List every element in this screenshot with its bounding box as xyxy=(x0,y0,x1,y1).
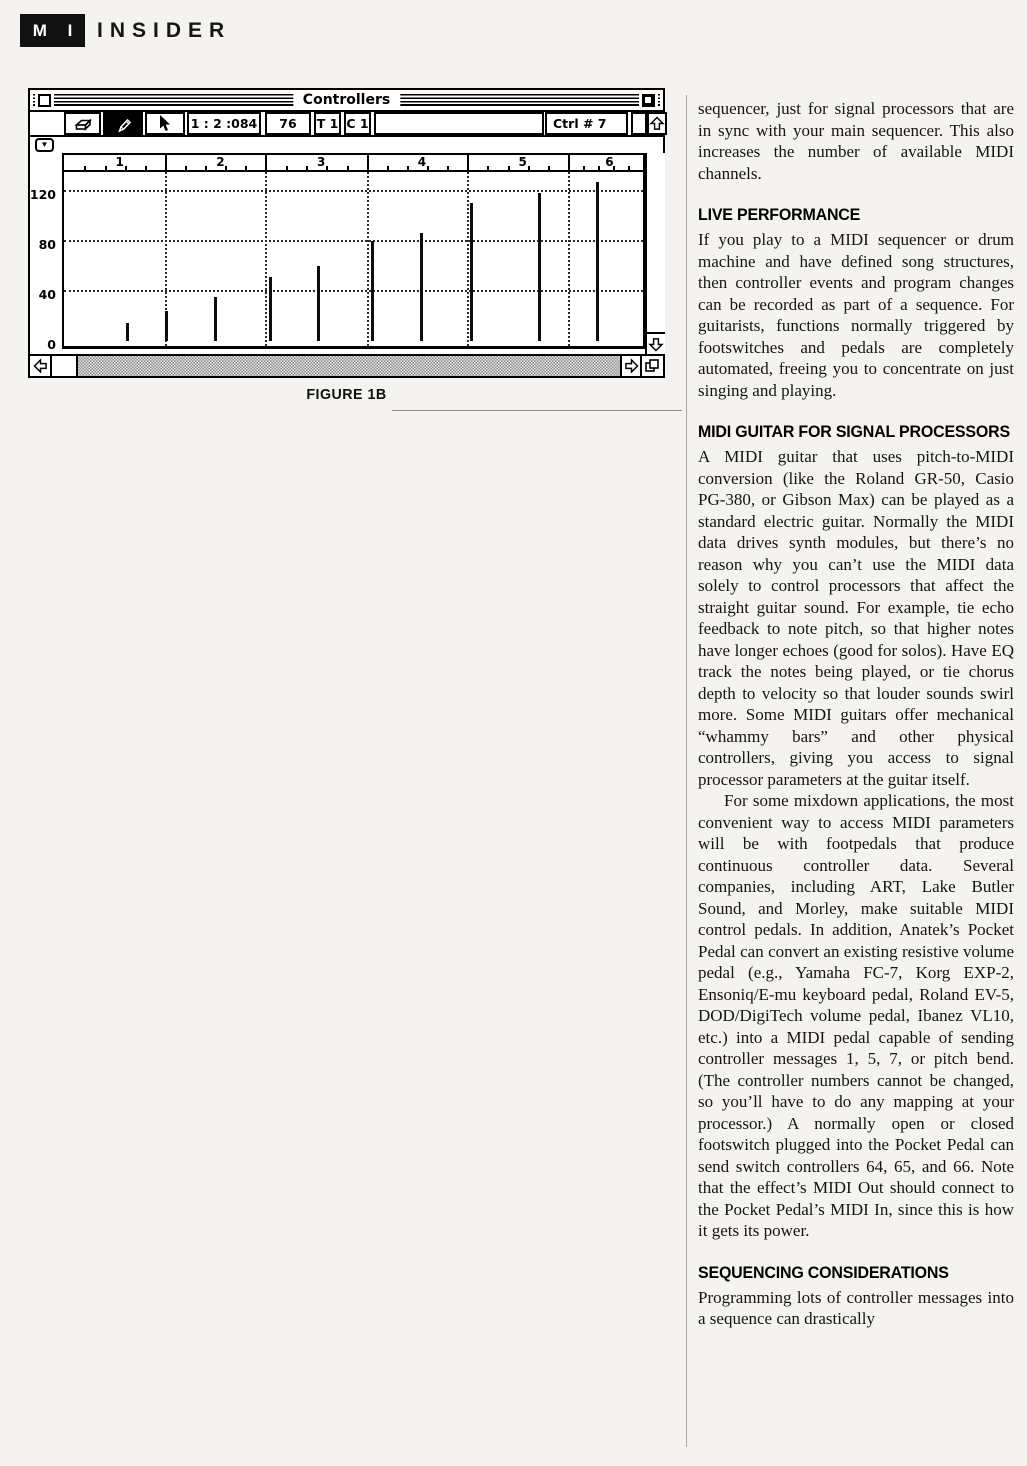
controller-event-bar[interactable] xyxy=(538,193,541,341)
beat-tick xyxy=(286,166,288,170)
y-axis-label: 0 xyxy=(47,337,56,352)
eraser-tool-button[interactable] xyxy=(64,112,101,135)
beat-tick xyxy=(508,166,510,170)
controller-event-bar[interactable] xyxy=(214,297,217,341)
ruler-measure-separator xyxy=(165,155,167,170)
measure-number: 4 xyxy=(417,155,427,169)
figure-caption: FIGURE 1B xyxy=(306,386,387,403)
marker-well-icon[interactable]: ▼ xyxy=(35,138,54,152)
scroll-left-arrow-icon xyxy=(32,358,49,374)
midi-guitar-paragraph-2: For some mixdown applications, the most convenient way to access MIDI parameters will be with footpedals that produce continuous controller data. Several companies, including ART, Lake Butler Sound, and Morley, make suitable MIDI control pedals. In addition, Anatek’s Pocket Pedal can convert an existing resistive volume pedal (e.g., Yamaha FC-7, Korg EXP-2, Ensoniq/E-mu keyboard pedal, Roland EV-5, DOD/DigiTech volume pedal, Ibanez VL10, etc.) into a MIDI pedal capable of sending controller messages 1, 5, 7, or pitch bend. (The controller numbers cannot be changed, so you’ll have to do any mapping at your processor.) A normally open or closed footswitch plugged into the Pocket Pedal can send switch controllers 64, 65, and 66. Note that the effect’s MIDI Out should connect to the Pocket Pedal’s MIDI In, since this is how it gets its power. xyxy=(698,791,1014,1240)
close-box-icon[interactable] xyxy=(38,94,51,107)
y-axis xyxy=(29,172,58,352)
beat-tick xyxy=(487,166,489,170)
beat-tick xyxy=(306,166,308,170)
controller-event-bar[interactable] xyxy=(420,233,423,341)
heading-midi-guitar: MIDI GUITAR FOR SIGNAL PROCESSORS xyxy=(698,422,1010,441)
scroll-left-button[interactable] xyxy=(30,356,52,376)
beat-tick xyxy=(105,166,107,170)
zoom-box-icon[interactable] xyxy=(642,94,655,107)
ruler-measure-separator xyxy=(568,155,570,170)
ruler-measure-separator xyxy=(467,155,469,170)
track-field[interactable]: T 1 xyxy=(314,112,341,135)
beat-tick xyxy=(125,166,127,170)
measure-ruler[interactable] xyxy=(62,153,645,172)
scroll-down-arrow-icon xyxy=(648,336,664,353)
heading-live-performance: LIVE PERFORMANCE xyxy=(698,205,861,224)
controller-event-bar[interactable] xyxy=(470,203,473,341)
gridline-120 xyxy=(64,190,643,192)
intro-paragraph: sequencer, just for signal processors that are in sync with your main sequencer. This also increases the number of available MIDI channels. xyxy=(698,99,1014,183)
beat-tick xyxy=(205,166,207,170)
y-axis-label: 40 xyxy=(38,286,56,302)
measure-number: 1 xyxy=(115,155,124,169)
scroll-up-button[interactable] xyxy=(647,112,667,135)
controller-number-field[interactable]: Ctrl # 7 xyxy=(545,112,628,135)
measure-number: 6 xyxy=(605,155,614,169)
pencil-icon xyxy=(114,115,132,133)
controller-event-bar[interactable] xyxy=(126,323,129,341)
controller-event-bar[interactable] xyxy=(596,182,599,341)
controllers-window xyxy=(28,88,665,378)
eraser-icon xyxy=(73,116,93,132)
controller-event-bar[interactable] xyxy=(371,241,374,341)
beat-tick xyxy=(613,166,615,170)
controller-event-bar[interactable] xyxy=(269,277,272,341)
scroll-right-button[interactable] xyxy=(620,356,642,376)
column-divider xyxy=(686,95,687,1447)
masthead-title: INSIDER xyxy=(97,18,232,42)
song-position-field[interactable]: 1 : 2 :084 xyxy=(187,112,261,135)
spacer-cell xyxy=(631,112,647,135)
tempo-field[interactable]: 76 xyxy=(265,112,311,135)
pencil-tool-button[interactable] xyxy=(103,112,143,135)
beat-tick xyxy=(225,166,227,170)
figure-rule xyxy=(392,410,682,411)
horizontal-scrollbar[interactable] xyxy=(30,354,663,376)
beat-tick xyxy=(447,166,449,170)
live-performance-paragraph: If you play to a MIDI sequencer or drum machine and have defined song structures, then controller events and program changes can be recorded as part of a sequence. For guitarists, functions normally triggered by footswitches and pedals are completely automated, freeing you to concentrate on just singing and playing. xyxy=(698,230,1014,400)
article-column xyxy=(698,98,1014,1330)
masthead xyxy=(20,14,231,47)
scrollbar-thumb[interactable] xyxy=(52,356,78,376)
y-axis-label: 120 xyxy=(29,186,56,202)
beat-tick xyxy=(407,166,409,170)
beat-tick xyxy=(185,166,187,170)
midi-guitar-paragraph-1: A MIDI guitar that uses pitch-to-MIDI conversion (like the Roland GR-50, Casio PG-380, or Gibson Max) can be played as a standard electric guitar. Normally the MIDI data drives synth modules, but there’s no reason why you can’t use the MIDI data solely to control processors that affect the straight guitar sound. For example, tie echo feedback to note pitch, so that higher notes have longer echoes (good for solos). Have EQ track the notes being played, or tie chorus depth to velocity so that louder sounds swirl more. Some MIDI guitars offer mechanical “whammy bars” and other physical controllers, giving you access to signal processor parameters at the guitar itself. xyxy=(698,447,1014,789)
controller-event-bar[interactable] xyxy=(165,311,168,341)
measure-boundary-line xyxy=(568,172,570,346)
event-info-field[interactable] xyxy=(374,112,544,135)
channel-field[interactable]: C 1 xyxy=(344,112,371,135)
beat-tick xyxy=(245,166,247,170)
scroll-down-button[interactable] xyxy=(647,332,665,354)
sequencing-paragraph: Programming lots of controller messages into a sequence can drastically xyxy=(698,1287,1014,1328)
beat-tick xyxy=(548,166,550,170)
beat-tick xyxy=(387,166,389,170)
beat-tick xyxy=(583,166,585,170)
beat-tick xyxy=(326,166,328,170)
toolbar xyxy=(30,112,663,137)
gridline-40 xyxy=(64,290,643,292)
heading-sequencing: SEQUENCING CONSIDERATIONS xyxy=(698,1262,949,1282)
beat-tick xyxy=(628,166,630,170)
plot-area[interactable] xyxy=(62,172,645,349)
measure-boundary-line xyxy=(265,172,267,346)
ruler-measure-separator xyxy=(367,155,369,170)
beat-tick xyxy=(84,166,86,170)
ruler-measure-separator xyxy=(265,155,267,170)
window-titlebar[interactable] xyxy=(30,90,663,112)
arrow-cursor-icon xyxy=(158,115,172,132)
scroll-up-arrow-icon xyxy=(649,115,665,132)
arrow-tool-button[interactable] xyxy=(145,112,185,135)
chart-zone xyxy=(30,153,663,354)
measure-number: 2 xyxy=(216,155,225,169)
gridline-80 xyxy=(64,240,643,242)
mi-logo: M I xyxy=(20,14,85,47)
beat-tick xyxy=(145,166,147,170)
measure-number: 3 xyxy=(317,155,326,169)
grow-box[interactable] xyxy=(642,356,663,376)
measure-number: 5 xyxy=(518,155,527,169)
window-title: Controllers xyxy=(293,92,400,108)
vertical-scrollbar[interactable] xyxy=(645,153,665,354)
y-axis-label: 80 xyxy=(38,236,56,252)
beat-tick xyxy=(347,166,349,170)
scroll-right-arrow-icon xyxy=(623,358,640,374)
measure-boundary-line xyxy=(367,172,369,346)
marker-strip[interactable] xyxy=(30,137,663,153)
beat-tick xyxy=(427,166,429,170)
controller-event-bar[interactable] xyxy=(317,266,320,341)
scrollbar-track[interactable] xyxy=(78,356,620,376)
beat-tick xyxy=(598,166,600,170)
measure-boundary-line xyxy=(467,172,469,346)
beat-tick xyxy=(528,166,530,170)
